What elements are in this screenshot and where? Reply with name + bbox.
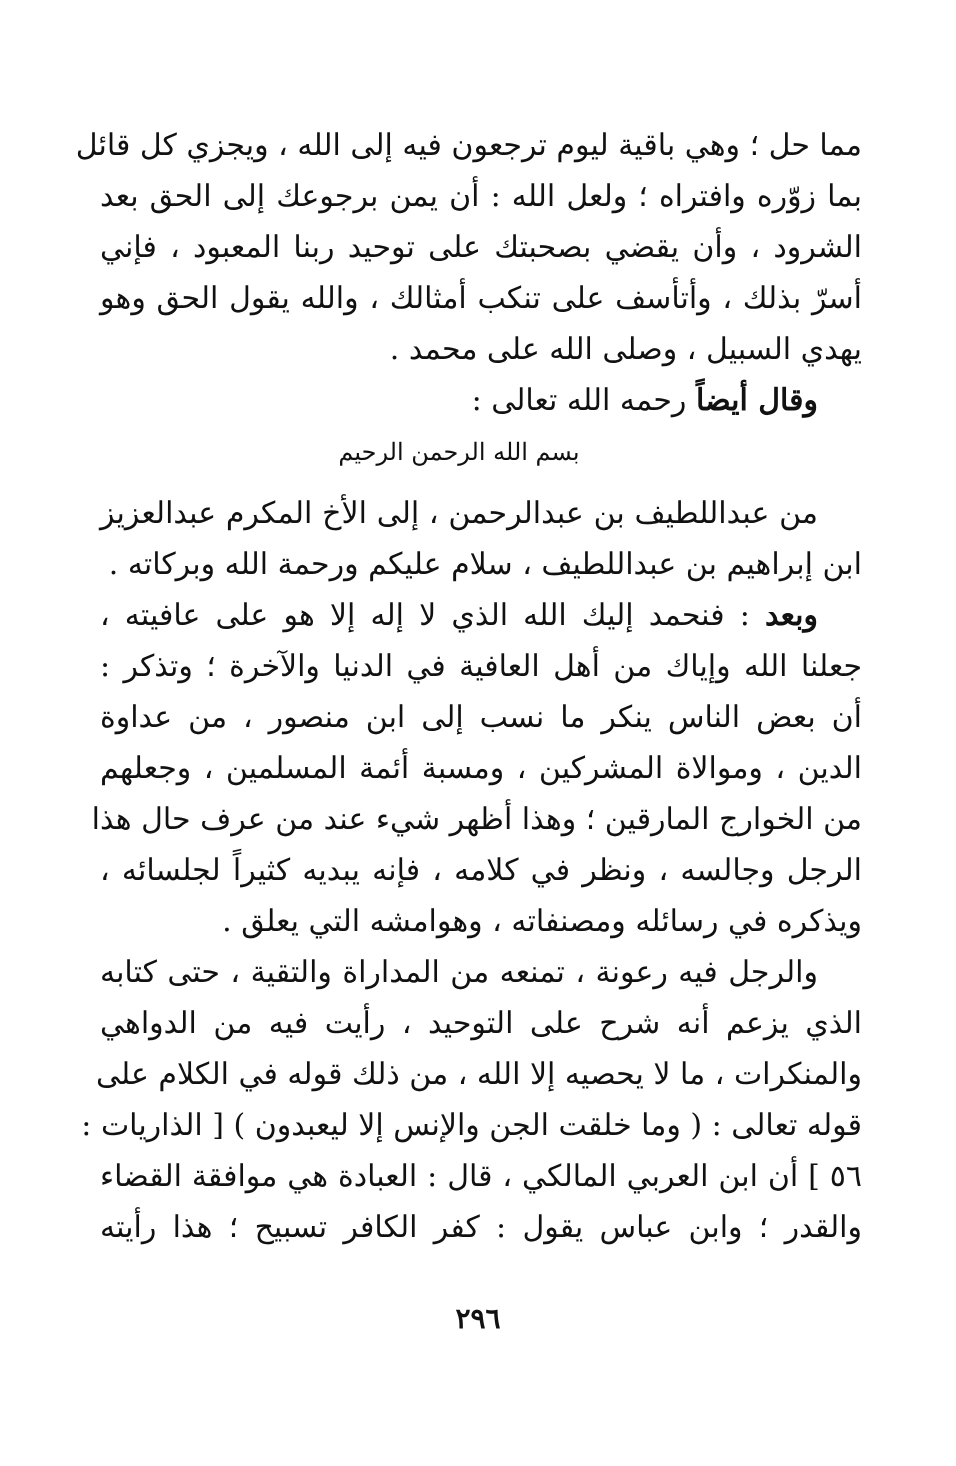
text-line: من الخوارج المارقين ؛ وهذا أظهر شيء عند من عرف حال هذا [91, 802, 862, 837]
text-line: ويذكره في رسائله ومصنفاته ، وهوامشه التي يعلق . [222, 904, 862, 939]
page-number: ٢٩٦ [455, 1302, 501, 1335]
text-line: يهدي السبيل ، وصلى الله على محمد . [389, 332, 862, 367]
spacer [100, 478, 862, 488]
text-line: جعلنا الله وإياك من أهل العافية في الدنيا والآخرة ؛ وتذكر : [100, 649, 862, 684]
text-line: مما حل ؛ وهي باقية ليوم ترجعون فيه إلى الله ، ويجزي كل قائل [75, 128, 862, 163]
text-line: الشرود ، وأن يقضي بصحبتك على توحيد ربنا المعبود ، فإني [100, 230, 862, 265]
text-line: الرجل وجالسه ، ونظر في كلامه ، فإنه يبديه كثيراً لجلسائه ، [100, 853, 862, 888]
paragraph-3 [91, 590, 862, 947]
text-line: أسرّ بذلك ، وأتأسف على تنكب أمثالك ، والله يقول الحق وهو [100, 281, 863, 316]
intro-rest: رحمه الله تعالى : [471, 383, 687, 418]
text-line [100, 590, 862, 641]
paragraph-1 [75, 120, 863, 375]
text-line: ٥٦ ] أن ابن العربي المالكي ، قال : العبادة هي موافقة القضاء [100, 1159, 862, 1194]
text-line: والمنكرات ، ما لا يحصيه إلا الله ، من ذلك قوله في الكلام على [96, 1057, 862, 1092]
text-line: الذي يزعم أنه شرح على التوحيد ، رأيت فيه من الدواهي [100, 1006, 862, 1041]
paragraph-lead: وبعد [764, 598, 818, 633]
text-line: أن بعض الناس ينكر ما نسب إلى ابن منصور ، من عداوة [100, 700, 862, 735]
paragraph-2 [100, 488, 862, 590]
text-line: والقدر ؛ وابن عباس يقول : كفر الكافر تسبيح ؛ هذا رأيته [100, 1210, 862, 1245]
text-line: ابن إبراهيم بن عبداللطيف ، سلام عليكم ورحمة الله وبركاته . [108, 547, 862, 582]
text-line: الدين ، وموالاة المشركين ، ومسبة أئمة المسلمين ، وجعلهم [100, 751, 862, 786]
intro-lead: وقال أيضاً [695, 383, 818, 418]
basmala: بسم الله الرحمن الرحيم [338, 438, 580, 466]
first-line-rest: : فنحمد إليك الله الذي لا إله إلا هو على عافيته ، [100, 598, 750, 633]
text-line: بما زوّره وافتراه ؛ ولعل الله : أن يمن برجوعك إلى الحق بعد [100, 179, 862, 214]
text-line: من عبداللطيف بن عبدالرحمن ، إلى الأخ المكرم عبدالعزيز [100, 496, 818, 531]
paragraph-4 [81, 947, 862, 1253]
page-body [75, 120, 863, 1253]
text-line: قوله تعالى : ( وما خلقت الجن والإنس إلا ليعبدون ) [ الذاريات : [81, 1108, 862, 1143]
letter-intro [100, 375, 862, 426]
text-line: والرجل فيه رعونة ، تمنعه من المداراة والتقية ، حتى كتابه [100, 955, 818, 990]
